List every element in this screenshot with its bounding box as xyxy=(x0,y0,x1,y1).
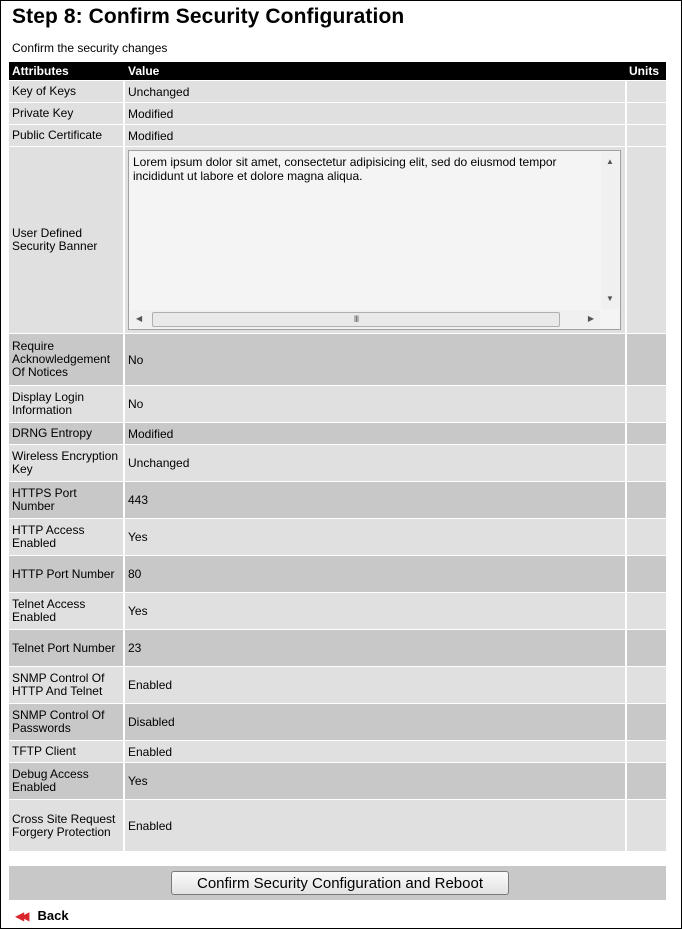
row-value: Yes xyxy=(125,519,627,555)
header-value: Value xyxy=(125,62,627,80)
scroll-right-icon[interactable]: ▶ xyxy=(587,314,594,323)
page-subtitle: Confirm the security changes xyxy=(12,41,168,55)
table-row xyxy=(9,81,666,102)
row-value: Disabled xyxy=(125,704,627,740)
row-attribute: SNMP Control Of HTTP And Telnet xyxy=(9,667,125,703)
table-row xyxy=(9,630,666,666)
table-row xyxy=(9,445,666,481)
row-units xyxy=(627,763,666,799)
row-units xyxy=(627,423,666,444)
scroll-grip-icon: III xyxy=(353,314,359,324)
row-attribute: Telnet Access Enabled xyxy=(9,593,125,629)
row-units xyxy=(627,386,666,422)
row-units xyxy=(627,125,666,146)
row-units xyxy=(627,800,666,851)
row-units xyxy=(627,630,666,666)
row-units xyxy=(627,556,666,592)
confirm-reboot-button[interactable]: Confirm Security Configuration and Reboot xyxy=(171,871,509,895)
row-attribute: User Defined Security Banner xyxy=(9,147,125,333)
row-attribute: HTTPS Port Number xyxy=(9,482,125,518)
row-value: Modified xyxy=(125,103,627,124)
table-row xyxy=(9,103,666,124)
row-units xyxy=(627,593,666,629)
row-attribute: Display Login Information xyxy=(9,386,125,422)
button-row xyxy=(9,866,666,900)
row-units xyxy=(627,741,666,762)
row-attribute: SNMP Control Of Passwords xyxy=(9,704,125,740)
table-header-row xyxy=(9,62,666,80)
row-value: Yes xyxy=(125,593,627,629)
row-value: Enabled xyxy=(125,667,627,703)
scroll-left-icon[interactable]: ◀ xyxy=(136,314,143,323)
header-attributes: Attributes xyxy=(9,62,125,80)
row-attribute: Debug Access Enabled xyxy=(9,763,125,799)
row-value: No xyxy=(125,334,627,385)
table-row xyxy=(9,423,666,444)
security-banner-textarea[interactable] xyxy=(128,150,621,330)
row-attribute: Key of Keys xyxy=(9,81,125,102)
row-attribute: Wireless Encryption Key xyxy=(9,445,125,481)
row-units xyxy=(627,704,666,740)
table-row xyxy=(9,334,666,385)
back-link[interactable] xyxy=(15,908,69,923)
row-value: No xyxy=(125,386,627,422)
row-attribute: Telnet Port Number xyxy=(9,630,125,666)
scroll-up-icon[interactable]: ▲ xyxy=(606,157,614,166)
table-row xyxy=(9,704,666,740)
row-value: Enabled xyxy=(125,741,627,762)
horizontal-scroll-thumb[interactable] xyxy=(152,312,560,327)
scroll-down-icon[interactable]: ▼ xyxy=(606,294,614,303)
table-row xyxy=(9,763,666,799)
security-banner-text: Lorem ipsum dolor sit amet, consectetur adipisicing elit, sed do eiusmod tempor incididunt ut labore et dolore magna aliqua. xyxy=(133,155,557,183)
table-row xyxy=(9,556,666,592)
row-value: Yes xyxy=(125,763,627,799)
row-units xyxy=(627,103,666,124)
back-label: Back xyxy=(37,908,69,923)
security-config-table xyxy=(9,61,666,852)
row-value: Modified xyxy=(125,125,627,146)
table-row xyxy=(9,482,666,518)
row-value: Enabled xyxy=(125,800,627,851)
row-value: 23 xyxy=(125,630,627,666)
row-units xyxy=(627,482,666,518)
table-row xyxy=(9,386,666,422)
row-units xyxy=(627,519,666,555)
table-row xyxy=(9,593,666,629)
row-attribute: HTTP Port Number xyxy=(9,556,125,592)
row-attribute: Cross Site Request Forgery Protection xyxy=(9,800,125,851)
table-row xyxy=(9,667,666,703)
page-title: Step 8: Confirm Security Configuration xyxy=(12,5,405,28)
row-value: 80 xyxy=(125,556,627,592)
row-value xyxy=(125,147,627,333)
row-attribute: TFTP Client xyxy=(9,741,125,762)
row-units xyxy=(627,81,666,102)
row-attribute: Private Key xyxy=(9,103,125,124)
row-units xyxy=(627,667,666,703)
vertical-scrollbar[interactable] xyxy=(601,152,619,309)
table-row xyxy=(9,125,666,146)
horizontal-scrollbar[interactable] xyxy=(130,310,600,328)
table-row xyxy=(9,147,666,333)
row-attribute: Public Certificate xyxy=(9,125,125,146)
row-attribute: Require Acknowledgement Of Notices xyxy=(9,334,125,385)
row-units xyxy=(627,334,666,385)
table-row xyxy=(9,519,666,555)
row-value: 443 xyxy=(125,482,627,518)
row-units xyxy=(627,147,666,333)
header-units: Units xyxy=(627,62,666,80)
table-row xyxy=(9,800,666,851)
back-arrows-icon: ◀◀ xyxy=(15,909,26,923)
row-attribute: DRNG Entropy xyxy=(9,423,125,444)
row-value: Modified xyxy=(125,423,627,444)
row-value: Unchanged xyxy=(125,445,627,481)
table-row xyxy=(9,741,666,762)
row-value: Unchanged xyxy=(125,81,627,102)
row-attribute: HTTP Access Enabled xyxy=(9,519,125,555)
row-units xyxy=(627,445,666,481)
